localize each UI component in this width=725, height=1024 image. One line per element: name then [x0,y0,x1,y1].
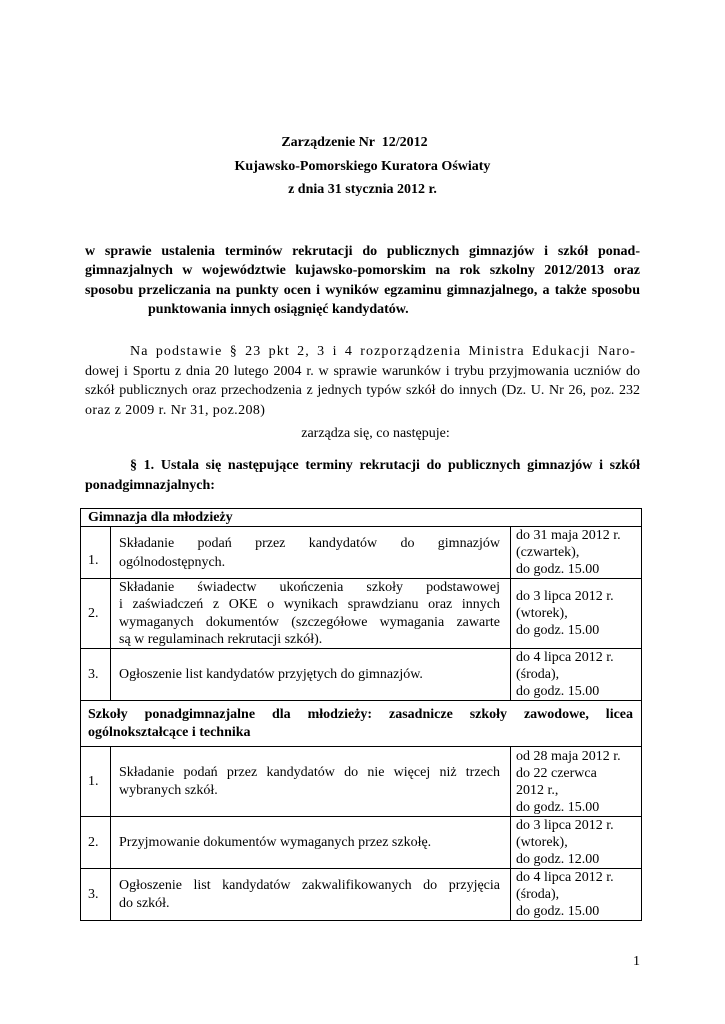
paragraph-1 [85,456,640,496]
legal-basis-line: szkół publicznych oraz przechodzenia z jednych typów szkół do innych (Dz. U. Nr 26, poz. 232 [85,383,640,399]
deadline-line: do 31 maja 2012 r. [516,528,621,543]
paragraph-1-line: ponadgimnazjalnych: [85,478,215,493]
description-line: Ogłoszenie list kandydatów przyjętych do gimnazjów. [119,666,423,682]
task-description [111,527,511,579]
deadline-line: do 4 lipca 2012 r. [516,650,614,665]
decree-subject [85,242,640,320]
issue-date: z dnia 31 stycznia 2012 r. [288,182,437,197]
deadline [511,649,642,701]
description-line: Przyjmowanie dokumentów wymaganych przez szkołę. [119,834,432,850]
task-description [111,747,511,817]
section-heading-ponadgimnazjalne [81,701,642,747]
table-row [81,747,642,817]
section-heading-gimnazja: Gimnazja dla młodzieży [81,509,642,527]
table-row [81,817,642,869]
table-row [81,579,642,649]
section-heading-line: Szkoły ponadgimnazjalne dla młodzieży: zasadnicze szkoły zawodowe, licea [88,706,634,722]
subject-line: w sprawie ustalenia terminów rekrutacji do publicznych gimnazjów i szkół ponad- [85,244,640,259]
deadline [511,579,642,649]
table-row [81,869,642,921]
section-heading-line: ogólnokształcące i technika [88,724,251,740]
decree-title: Zarządzenie Nr 12/2012 [281,135,428,150]
description-line: Składanie świadectw ukończenia szkoły podstawowej [119,580,500,596]
deadline-line: (czwartek), [516,545,580,560]
description-line: wymaganych dokumentów (szczegółowe wymagania zawarte [119,614,500,630]
deadline-line: (środa), [516,887,560,902]
recruitment-schedule-table [80,508,642,921]
legal-basis-line: Na podstawie § 23 pkt 2, 3 i 4 rozporządzenia Ministra Edukacji Naro- [130,344,636,359]
description-line: do szkół. [119,895,170,911]
description-line: są w regulaminach rekrutacji szkół). [119,631,323,647]
deadline-line: do 4 lipca 2012 r. [516,870,614,885]
description-line: Składanie podań przez kandydatów do gimnazjów [119,535,500,551]
row-number: 3. [81,869,111,921]
row-number: 3. [81,649,111,701]
legal-basis [85,342,640,421]
deadline-line: od 28 maja 2012 r. [516,748,621,764]
deadline [511,869,642,921]
deadline-line: do 22 czerwca [516,765,597,781]
legal-basis-line: oraz z 2009 r. Nr 31, poz.208) [85,403,266,419]
page-number: 1 [633,954,640,969]
deadline-line: do 3 lipca 2012 r. [516,818,614,833]
row-number: 2. [81,817,111,869]
document-header [85,131,640,202]
legal-basis-line: dowej i Sportu z dnia 20 lutego 2004 r. w sprawie warunków i trybu przyjmowania uczniów do [85,363,640,379]
subject-line: sposobu przeliczania na punkty ocen i wyników egzaminu gimnazjalnego, a także sposobu [85,282,640,298]
description-line: ogólnodostępnych. [119,554,226,570]
issuer: Kujawsko-Pomorskiego Kuratora Oświaty [234,158,491,174]
deadline-line: do godz. 15.00 [516,684,600,699]
decree-clause: zarządza się, co następuje: [301,426,450,441]
deadline-line: do godz. 15.00 [516,562,600,577]
description-line: wybranych szkół. [119,782,218,798]
description-line: Ogłoszenie list kandydatów zakwalifikowanych do przyjęcia [119,878,500,894]
task-description [111,649,511,701]
table-row [81,527,642,579]
deadline-line: do godz. 15.00 [516,904,600,919]
deadline-line: do godz. 12.00 [516,852,600,867]
deadline [511,747,642,817]
row-number: 1. [81,747,111,817]
section-heading-row [81,509,642,527]
deadline [511,527,642,579]
deadline-line: (wtorek), [516,835,568,850]
table-row [81,649,642,701]
deadline-line: 2012 r., [516,782,559,798]
task-description [111,817,511,869]
deadline-line: do godz. 15.00 [516,623,600,638]
deadline [511,817,642,869]
deadline-line: do 3 lipca 2012 r. [516,589,614,604]
task-description [111,579,511,649]
section-heading-row [81,701,642,747]
description-line: i zaświadczeń z OKE o wynikach sprawdzianu oraz innych [119,597,500,613]
subject-line: punktowania innych osiągnięć kandydatów. [148,302,409,318]
row-number: 2. [81,579,111,649]
task-description [111,869,511,921]
deadline-line: (środa), [516,667,560,682]
row-number: 1. [81,527,111,579]
deadline-line: do godz. 15.00 [516,799,600,815]
paragraph-1-line: § 1. Ustala się następujące terminy rekrutacji do publicznych gimnazjów i szkół [130,458,640,473]
deadline-line: (wtorek), [516,606,568,621]
description-line: Składanie podań przez kandydatów do nie więcej niż trzech [119,765,500,781]
subject-line: gimnazjalnych w województwie kujawsko-pomorskim na rok szkolny 2012/2013 oraz [85,263,640,279]
